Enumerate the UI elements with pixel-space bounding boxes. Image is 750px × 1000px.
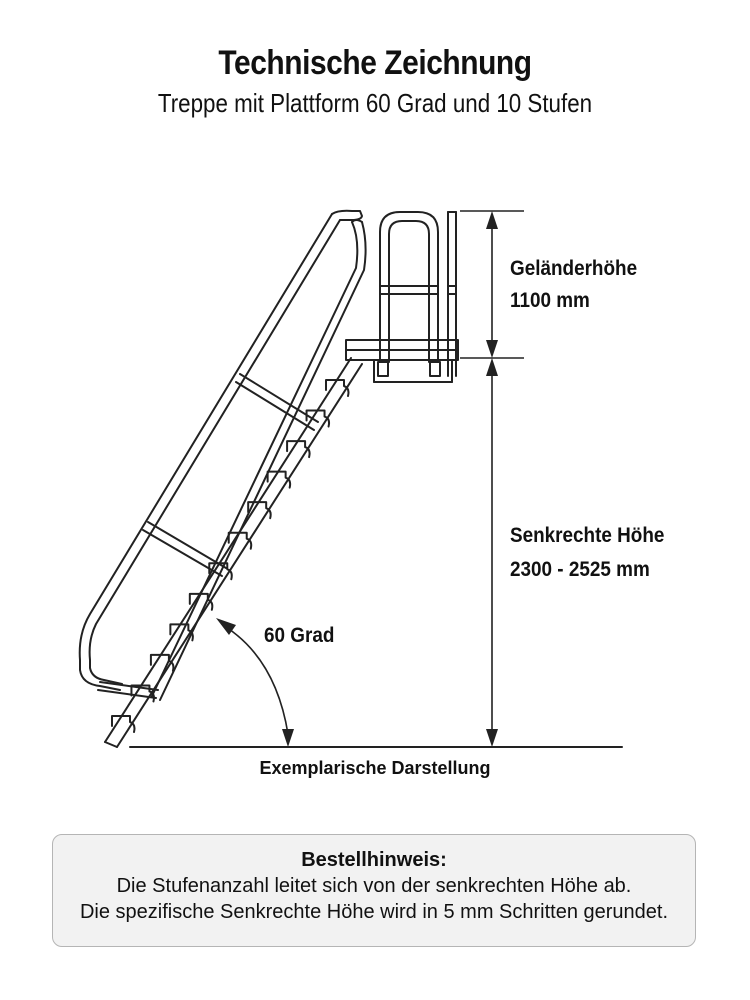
vertical-height-value: 2300 - 2525 mm <box>510 558 650 581</box>
platform-guard-rail <box>380 212 456 376</box>
order-note-line: Die Stufenanzahl leitet sich von der senkrechten Höhe ab. <box>116 875 632 897</box>
angle-label: 60 Grad <box>264 624 335 647</box>
stair-step <box>287 441 310 457</box>
stair-step <box>268 472 291 488</box>
platform <box>346 340 458 382</box>
order-note-box <box>52 834 696 947</box>
order-note-heading: Bestellhinweis: <box>301 849 447 871</box>
page-title: Technische Zeichnung <box>218 44 532 82</box>
railing-height-dimension <box>460 211 524 358</box>
stair-step <box>307 411 330 427</box>
arrowhead <box>282 729 294 747</box>
handrail-crossbars <box>98 374 318 698</box>
page-subtitle: Treppe mit Plattform 60 Grad und 10 Stufen <box>157 88 593 118</box>
order-note-line: Die spezifische Senkrechte Höhe wird in 5 mm Schritten gerundet. <box>79 901 669 923</box>
arrowhead <box>486 211 498 229</box>
vertical-height-label: Senkrechte Höhe <box>510 524 665 547</box>
arrowhead <box>486 729 498 747</box>
arrowhead <box>486 340 498 358</box>
arrowhead <box>486 358 498 376</box>
railing-height-label: Geländerhöhe <box>510 257 638 280</box>
railing-height-value: 1100 mm <box>510 289 590 312</box>
stair-steps <box>112 380 349 732</box>
handrail-outer <box>80 211 362 690</box>
drawing-caption: Exemplarische Darstellung <box>259 758 491 778</box>
